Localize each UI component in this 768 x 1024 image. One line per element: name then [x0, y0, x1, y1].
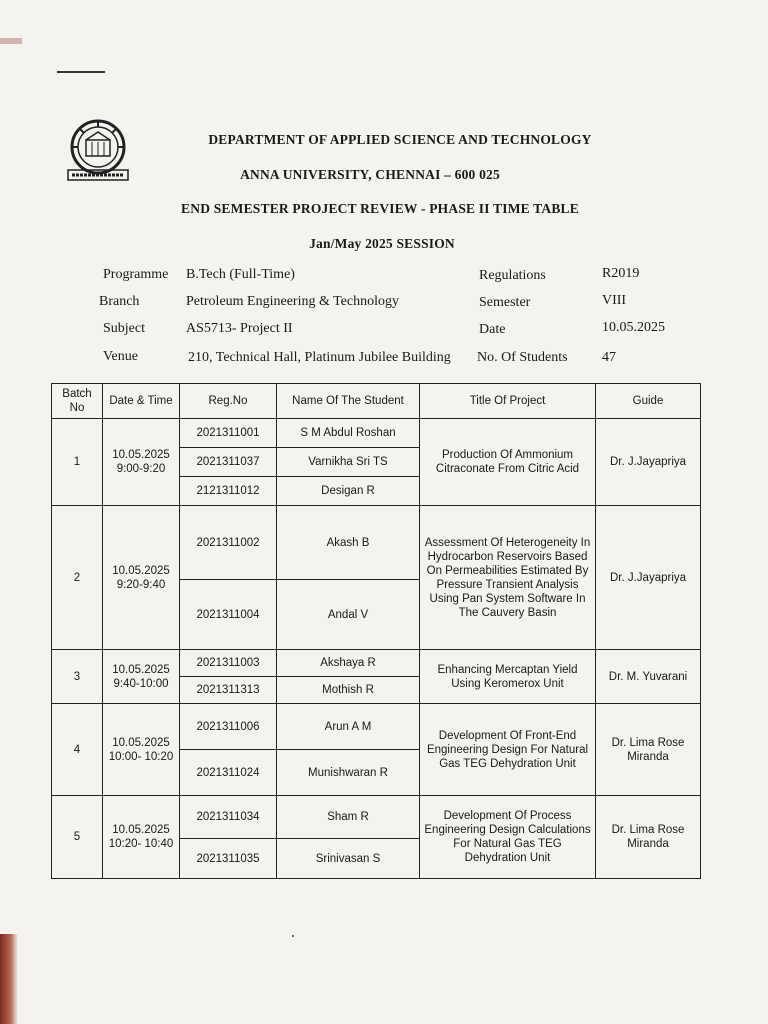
branch-value: Petroleum Engineering & Technology	[186, 294, 399, 309]
student-name: Arun A M	[277, 704, 420, 750]
batch-time: 9:00-9:20	[116, 463, 166, 475]
department-heading: DEPARTMENT OF APPLIED SCIENCE AND TECHNOLOGY	[208, 132, 592, 147]
paper-stain	[0, 38, 22, 44]
document-title: END SEMESTER PROJECT REVIEW - PHASE II TIME TABLE	[181, 201, 579, 216]
batch-date: 10.05.2025	[112, 663, 170, 676]
regulations-label: Regulations	[479, 268, 546, 283]
table-row	[52, 704, 701, 750]
subject-value: AS5713- Project II	[186, 321, 293, 336]
column-header: Title Of Project	[420, 384, 596, 419]
batch-date-time	[103, 506, 180, 650]
reg-number: 2121311012	[180, 477, 277, 506]
branch-label: Branch	[99, 294, 140, 309]
venue-value: 210, Technical Hall, Platinum Jubilee Building	[188, 350, 451, 365]
guide-name: Dr. M. Yuvarani	[596, 650, 701, 704]
timetable	[51, 383, 701, 879]
guide-name: Dr. J.Jayapriya	[596, 506, 701, 650]
paper-stain	[0, 934, 18, 1024]
project-title: Development Of Process Engineering Design Calculations For Natural Gas TEG Dehydration Unit	[420, 796, 596, 879]
date-value: 10.05.2025	[602, 320, 665, 335]
student-name: S M Abdul Roshan	[277, 419, 420, 448]
table-header-row	[52, 384, 701, 419]
reg-number: 2021311003	[180, 650, 277, 677]
project-title: Enhancing Mercaptan Yield Using Keromerox Unit	[420, 650, 596, 704]
batch-number: 5	[52, 796, 103, 879]
batch-number: 1	[52, 419, 103, 506]
batch-time: 10:20- 10:40	[108, 838, 174, 850]
project-title: Production Of Ammonium Citraconate From Citric Acid	[420, 419, 596, 506]
batch-number: 3	[52, 650, 103, 704]
student-name: Akash B	[277, 506, 420, 580]
table-row	[52, 506, 701, 580]
reg-number: 2021311024	[180, 750, 277, 796]
regulations-value: R2019	[602, 266, 640, 281]
batch-date: 10.05.2025	[112, 736, 170, 749]
university-heading: ANNA UNIVERSITY, CHENNAI – 600 025	[240, 167, 500, 182]
reg-number: 2021311035	[180, 839, 277, 879]
student-name: Varnikha Sri TS	[277, 448, 420, 477]
table-row	[52, 419, 701, 448]
guide-name: Dr. J.Jayapriya	[596, 419, 701, 506]
batch-time: 10:00- 10:20	[108, 750, 174, 763]
ink-speck	[292, 935, 294, 937]
batch-date-time	[103, 650, 180, 704]
reg-number: 2021311037	[180, 448, 277, 477]
batch-date-time	[103, 419, 180, 506]
batch-number: 4	[52, 704, 103, 796]
date-label: Date	[479, 322, 506, 337]
reg-number: 2021311313	[180, 677, 277, 704]
semester-label: Semester	[479, 295, 531, 310]
column-header: Reg.No	[180, 384, 277, 419]
project-title: Development Of Front-End Engineering Design For Natural Gas TEG Dehydration Unit	[420, 704, 596, 796]
student-name: Mothish R	[277, 677, 420, 704]
table-row	[52, 796, 701, 839]
guide-name: Dr. Lima Rose Miranda	[596, 796, 701, 879]
programme-value: B.Tech (Full-Time)	[186, 267, 295, 282]
column-header: Name Of The Student	[277, 384, 420, 419]
batch-date: 10.05.2025	[112, 564, 170, 577]
students-count-label: No. Of Students	[477, 350, 568, 365]
student-name: Andal V	[277, 580, 420, 650]
student-name: Desigan R	[277, 477, 420, 506]
reg-number: 2021311034	[180, 796, 277, 839]
batch-date: 10.05.2025	[112, 824, 170, 836]
batch-time: 9:40-10:00	[113, 677, 169, 690]
student-name: Srinivasan S	[277, 839, 420, 879]
student-name: Akshaya R	[277, 650, 420, 677]
batch-time: 9:20-9:40	[116, 578, 166, 591]
batch-number: 2	[52, 506, 103, 650]
project-title: Assessment Of Heterogeneity In Hydrocarbon Reservoirs Based On Permeabilities Estimated By Pressure Transient Analysis Using Pan System Software In The Cauvery Basin	[420, 506, 596, 650]
reg-number: 2021311001	[180, 419, 277, 448]
batch-date: 10.05.2025	[112, 449, 170, 461]
reg-number: 2021311004	[180, 580, 277, 650]
guide-name: Dr. Lima Rose Miranda	[596, 704, 701, 796]
venue-label: Venue	[103, 349, 138, 364]
batch-date-time	[103, 704, 180, 796]
students-count-value: 47	[602, 350, 616, 365]
subject-label: Subject	[103, 321, 145, 336]
pen-mark	[57, 71, 105, 73]
table-row	[52, 650, 701, 677]
column-header: Date & Time	[103, 384, 180, 419]
reg-number: 2021311006	[180, 704, 277, 750]
session-heading: Jan/May 2025 SESSION	[309, 236, 455, 251]
student-name: Sham R	[277, 796, 420, 839]
reg-number: 2021311002	[180, 506, 277, 580]
column-header: Guide	[596, 384, 701, 419]
batch-date-time	[103, 796, 180, 879]
student-name: Munishwaran R	[277, 750, 420, 796]
programme-label: Programme	[103, 267, 169, 282]
semester-value: VIII	[602, 293, 627, 308]
column-header: Batch No	[52, 384, 103, 419]
